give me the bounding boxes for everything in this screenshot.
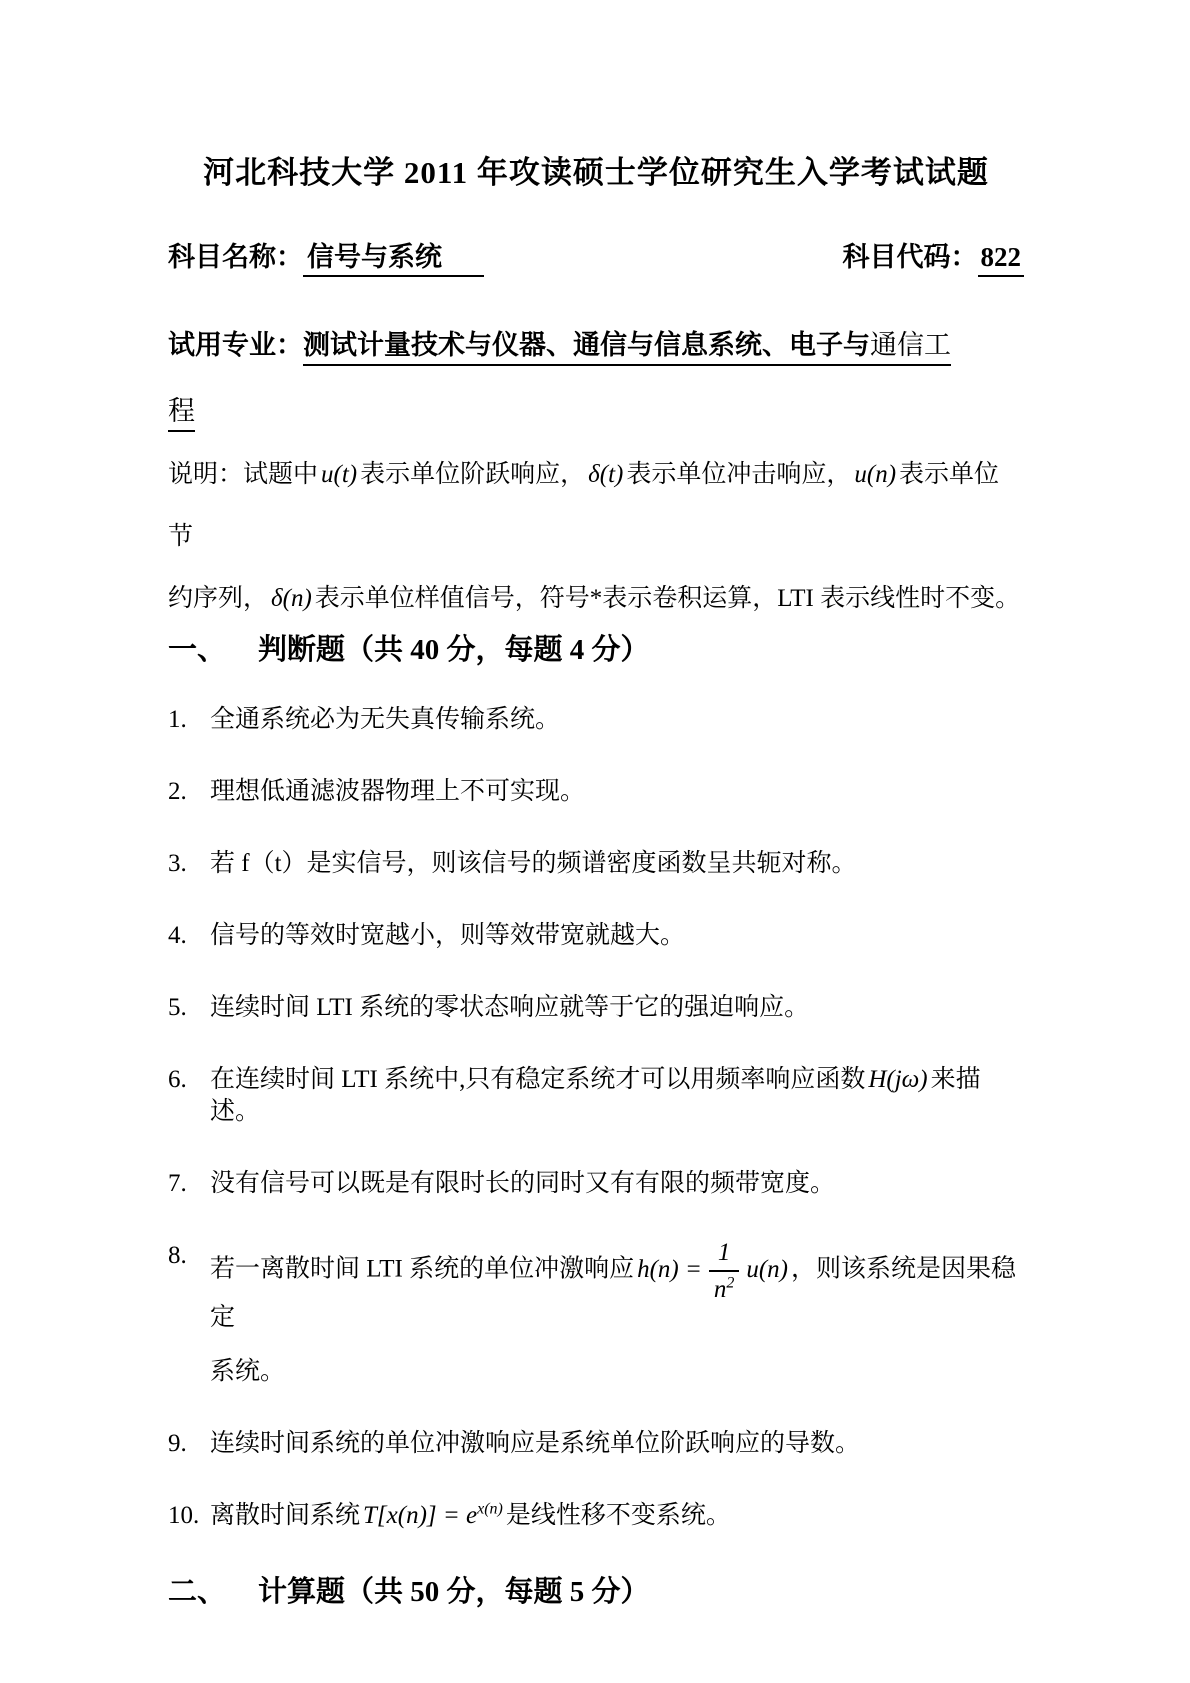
question-text: 连续时间系统的单位冲激响应是系统单位阶跃响应的导数。: [210, 1430, 861, 1457]
fraction-den-exponent: 2: [726, 1274, 735, 1292]
math-H-jw: H(jω): [868, 1066, 928, 1093]
question-number: 2.: [168, 778, 187, 805]
question-list: [168, 704, 1024, 1532]
question-item-3: [168, 848, 1024, 880]
question-number: 7.: [168, 1170, 187, 1197]
question-item-7: [168, 1168, 1024, 1200]
question-text: [210, 1240, 1024, 1388]
question-text: 没有信号可以既是有限时长的同时又有有限的频带宽度。: [210, 1170, 836, 1197]
math-exponent: x(n): [477, 1500, 503, 1518]
math-delta-t: δ(t): [588, 461, 624, 488]
section1-heading: [168, 630, 1024, 670]
question-text: 若 f（t）是实信号，则该信号的频谱密度函数呈共轭对称。: [210, 850, 857, 877]
question-item-2: [168, 776, 1024, 808]
note-text: 说明：试题中: [168, 461, 319, 488]
question-item-8: [168, 1240, 1024, 1388]
question-text-post: 来描述。: [210, 1066, 981, 1125]
majors-value-regular: 通信工: [870, 330, 951, 366]
subject-row: [168, 238, 1024, 276]
note-text: 表示单位节: [168, 461, 1000, 550]
instructions-note: [168, 444, 1024, 630]
question-text: [210, 1500, 1024, 1532]
math-delta-n: δ(n): [271, 585, 312, 612]
subject-label: 科目名称：: [168, 242, 303, 272]
question-item-1: [168, 704, 1024, 736]
majors-value-bold: 测试计量技术与仪器、通信与信息系统、电子与: [303, 330, 870, 366]
question-item-10: [168, 1500, 1024, 1532]
math-u-n: u(n): [854, 461, 897, 488]
question-number: 9.: [168, 1430, 187, 1457]
question-item-4: [168, 920, 1024, 952]
question-item-9: [168, 1428, 1024, 1460]
question-number: 10.: [168, 1502, 200, 1529]
question-number: 8.: [168, 1242, 187, 1269]
question-text: 全通系统必为无失真传输系统。: [210, 706, 561, 733]
section1-title: 判断题（共 40 分，每题 4 分）: [258, 634, 650, 666]
section2-heading: [168, 1572, 1024, 1612]
math-base: T[x(n)] = e: [363, 1502, 478, 1529]
section2-title: 计算题（共 50 分，每题 5 分）: [258, 1576, 650, 1608]
question-number: 1.: [168, 706, 187, 733]
page-title: 河北科技大学 2011 年攻读硕士学位研究生入学考试试题: [203, 155, 989, 190]
code-label: 科目代码：: [842, 242, 978, 272]
note-text: 表示单位样值信号，符号*表示卷积运算，LTI 表示线性时不变。: [314, 585, 1021, 612]
fraction-den-base: n: [713, 1276, 727, 1303]
question-number: 6.: [168, 1066, 187, 1093]
majors-label: 试用专业：: [168, 330, 303, 360]
question-text: 信号的等效时宽越小，则等效带宽就越大。: [210, 922, 686, 949]
question-number: 5.: [168, 994, 187, 1021]
math-fraction: [709, 1240, 740, 1302]
question-item-5: [168, 992, 1024, 1024]
code-value: 822: [978, 242, 1025, 277]
math-T-x-n: [360, 1502, 506, 1529]
section2-number: 二、: [168, 1576, 227, 1608]
fraction-denominator: [709, 1270, 740, 1302]
note-text: 约序列，: [168, 585, 269, 612]
majors-line: [168, 312, 1024, 444]
subject-value: 信号与系统: [303, 242, 484, 277]
question-text-pre: 离散时间系统: [210, 1502, 361, 1529]
question-text-pre: 在连续时间 LTI 系统中,只有稳定系统才可以用频率响应函数: [210, 1066, 866, 1093]
question-text-post: ，则该系统是因果稳定: [210, 1255, 1017, 1331]
question-number: 3.: [168, 850, 187, 877]
math-h-n-equals: h(n) =: [637, 1255, 702, 1283]
subject-group: [168, 238, 484, 276]
math-u-t: u(t): [321, 461, 358, 488]
question-text-pre: 若一离散时间 LTI 系统的单位冲激响应: [210, 1255, 635, 1283]
majors-value-wrap: 程: [168, 396, 195, 432]
code-group: [843, 238, 1025, 276]
question-text-post: 是线性移不变系统。: [505, 1502, 731, 1529]
question-text: 连续时间 LTI 系统的零状态响应就等于它的强迫响应。: [210, 994, 810, 1021]
question-text-continuation: 系统。: [210, 1358, 286, 1385]
question-number: 4.: [168, 922, 187, 949]
question-text: 理想低通滤波器物理上不可实现。: [210, 778, 586, 805]
math-u-n-term: u(n): [746, 1255, 789, 1283]
question-text: [210, 1064, 1024, 1128]
question-item-6: [168, 1064, 1024, 1128]
fraction-numerator: 1: [717, 1239, 731, 1266]
note-text: 表示单位阶跃响应，: [360, 461, 586, 488]
section1-number: 一、: [168, 634, 227, 666]
note-text: 表示单位冲击响应，: [626, 461, 852, 488]
